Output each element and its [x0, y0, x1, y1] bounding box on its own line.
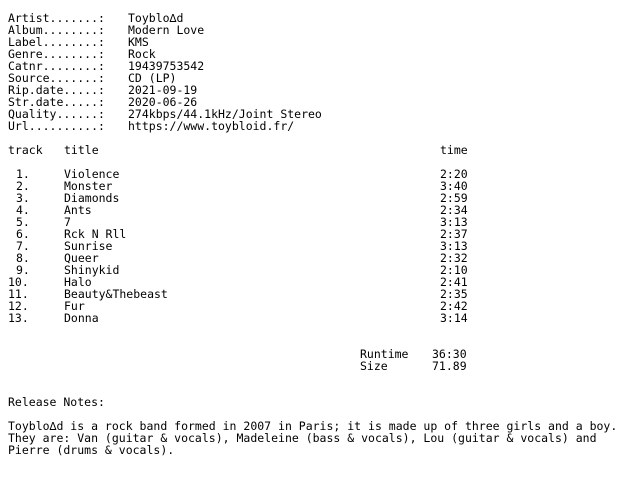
- track-time: 2:32: [440, 251, 468, 265]
- track-time: 2:41: [440, 275, 468, 289]
- metadata-key: Catnr........:: [8, 59, 105, 73]
- track-number: 12.: [8, 299, 29, 313]
- metadata-block: [8, 12, 322, 132]
- metadata-key: Rip.date.....:: [8, 83, 105, 97]
- track-time: 2:42: [440, 299, 468, 313]
- metadata-value: Rock: [128, 47, 156, 61]
- track-time: 2:10: [440, 263, 468, 277]
- metadata-value: 2020-06-26: [128, 95, 198, 109]
- metadata-value: https://www.toybloid.fr/: [128, 119, 295, 133]
- track-number: 8.: [16, 251, 30, 265]
- header-time: time: [440, 143, 468, 157]
- header-title: title: [64, 143, 99, 157]
- track-time: 2:37: [440, 227, 468, 241]
- track-row: [8, 204, 468, 216]
- metadata-key: Str.date.....:: [8, 95, 105, 109]
- track-number: 2.: [16, 179, 30, 193]
- track-number: 1.: [16, 167, 30, 181]
- track-number: 9.: [16, 263, 30, 277]
- track-list: [8, 168, 468, 324]
- track-number: 13.: [8, 311, 29, 325]
- metadata-value: 274kbps/44.1kHz/Joint Stereo: [128, 107, 322, 121]
- track-title: Shinykid: [64, 263, 120, 277]
- metadata-value: 19439753542: [128, 59, 205, 73]
- track-number: 11.: [8, 287, 29, 301]
- track-time: 2:20: [440, 167, 468, 181]
- release-notes-heading: Release Notes:: [8, 395, 105, 409]
- track-time: 2:59: [440, 191, 468, 205]
- release-notes-text: Toyblo∆d is a rock band formed in 2007 in Paris; it is made up of three girls and a boy. They are: Van (guitar & vocals), Madeleine (bass & vocals), Lou (guitar & vocals) and Pierre (drums & vocals).: [8, 419, 618, 457]
- track-number: 5.: [16, 215, 30, 229]
- metadata-key: Label........:: [8, 35, 105, 49]
- track-title: 7: [64, 215, 71, 229]
- track-time: 2:35: [440, 287, 468, 301]
- tracklist-header: [8, 144, 468, 156]
- track-title: Queer: [64, 251, 99, 265]
- track-title: Rck N Rll: [64, 227, 127, 241]
- track-title: Halo: [64, 275, 92, 289]
- metadata-value: Toyblo∆d: [128, 11, 184, 25]
- track-title: Beauty&Thebeast: [64, 287, 168, 301]
- size-label: Size: [360, 359, 388, 373]
- track-title: Sunrise: [64, 239, 113, 253]
- metadata-value: 2021-09-19: [128, 83, 198, 97]
- track-title: Violence: [64, 167, 120, 181]
- track-title: Fur: [64, 299, 85, 313]
- metadata-key: Url..........:: [8, 119, 105, 133]
- metadata-value: Modern Love: [128, 23, 205, 37]
- track-row: [8, 312, 468, 324]
- metadata-key: Album........:: [8, 23, 105, 37]
- track-number: 6.: [16, 227, 30, 241]
- track-number: 10.: [8, 275, 29, 289]
- metadata-key: Quality......:: [8, 107, 105, 121]
- track-title: Diamonds: [64, 191, 120, 205]
- size-row: [360, 360, 467, 372]
- track-time: 3:40: [440, 179, 468, 193]
- size-value: 71.89: [432, 359, 467, 373]
- track-number: 7.: [16, 239, 30, 253]
- metadata-value: CD (LP): [128, 71, 177, 85]
- track-number: 4.: [16, 203, 30, 217]
- track-time: 2:34: [440, 203, 468, 217]
- track-title: Monster: [64, 179, 113, 193]
- track-time: 3:13: [440, 215, 468, 229]
- track-title: Ants: [64, 203, 92, 217]
- runtime-label: Runtime: [360, 347, 409, 361]
- metadata-value: KMS: [128, 35, 149, 49]
- header-track: track: [8, 143, 43, 157]
- metadata-key: Artist.......:: [8, 11, 105, 25]
- runtime-value: 36:30: [432, 347, 467, 361]
- track-title: Donna: [64, 311, 99, 325]
- metadata-row: [8, 120, 322, 132]
- track-time: 3:13: [440, 239, 468, 253]
- totals: [360, 348, 467, 372]
- track-time: 3:14: [440, 311, 468, 325]
- track-number: 3.: [16, 191, 30, 205]
- metadata-key: Genre........:: [8, 47, 105, 61]
- metadata-key: Source.......:: [8, 71, 105, 85]
